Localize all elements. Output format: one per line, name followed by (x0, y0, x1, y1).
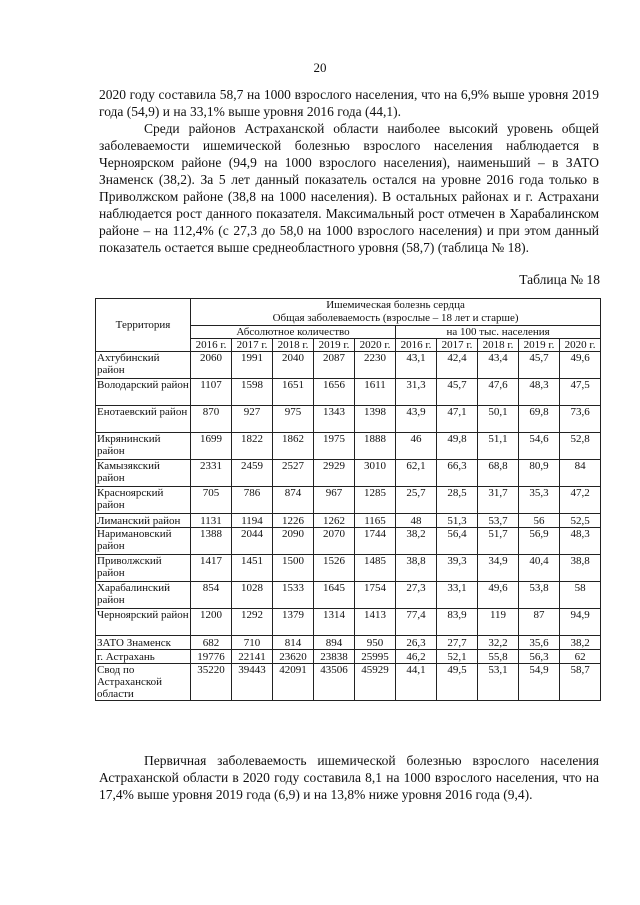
value-cell: 2459 (232, 460, 273, 487)
value-cell: 84 (560, 460, 601, 487)
value-cell: 1822 (232, 433, 273, 460)
value-cell: 31,7 (478, 487, 519, 514)
value-cell: 38,2 (396, 528, 437, 555)
value-cell: 22141 (232, 650, 273, 664)
table-row (96, 433, 601, 460)
value-cell: 1107 (191, 379, 232, 406)
value-cell: 28,5 (437, 487, 478, 514)
value-cell: 1485 (355, 555, 396, 582)
table-row (96, 528, 601, 555)
value-cell: 950 (355, 636, 396, 650)
value-cell: 31,3 (396, 379, 437, 406)
value-cell: 1200 (191, 609, 232, 636)
value-cell: 83,9 (437, 609, 478, 636)
value-cell: 38,2 (560, 636, 601, 650)
territory-header: Территория (96, 299, 191, 352)
value-cell: 1656 (314, 379, 355, 406)
value-cell: 894 (314, 636, 355, 650)
value-cell: 53,1 (478, 664, 519, 701)
value-cell: 854 (191, 582, 232, 609)
value-cell: 94,9 (560, 609, 601, 636)
paragraph-3: Первичная заболеваемость ишемической болезнью взрослого населения Астраханской области в 2020 году составила 8,1 на 1000 взрослого населения, что на 17,4% выше уровня 2019 года (6,9) и на 13,8% ниже уровня 2016 года (9,4). (99, 753, 599, 802)
table-row (96, 514, 601, 528)
value-cell: 56,4 (437, 528, 478, 555)
table-row (96, 487, 601, 514)
page-number: 20 (313, 60, 327, 75)
value-cell: 51,1 (478, 433, 519, 460)
value-cell: 1413 (355, 609, 396, 636)
value-cell: 1645 (314, 582, 355, 609)
value-cell: 874 (273, 487, 314, 514)
table-row (96, 636, 601, 650)
year-header-cell: 2017 г. (232, 339, 273, 352)
value-cell: 66,3 (437, 460, 478, 487)
value-cell: 35,6 (519, 636, 560, 650)
value-cell: 47,1 (437, 406, 478, 433)
value-cell: 25995 (355, 650, 396, 664)
table-title-header (191, 299, 601, 326)
value-cell: 77,4 (396, 609, 437, 636)
value-cell: 40,4 (519, 555, 560, 582)
table-body (96, 352, 601, 701)
value-cell: 52,5 (560, 514, 601, 528)
value-cell: 2331 (191, 460, 232, 487)
value-cell: 1975 (314, 433, 355, 460)
value-cell: 1194 (232, 514, 273, 528)
territory-cell: Ахтубинский район (96, 352, 191, 379)
value-cell: 46,2 (396, 650, 437, 664)
value-cell: 1343 (314, 406, 355, 433)
value-cell: 1500 (273, 555, 314, 582)
table-row (96, 555, 601, 582)
table-row (96, 379, 601, 406)
value-cell: 35220 (191, 664, 232, 701)
value-cell: 49,6 (560, 352, 601, 379)
territory-cell: Енотаевский район (96, 406, 191, 433)
value-cell: 1533 (273, 582, 314, 609)
value-cell: 58,7 (560, 664, 601, 701)
value-cell: 33,1 (437, 582, 478, 609)
territory-cell: Лиманский район (96, 514, 191, 528)
table-row (96, 460, 601, 487)
value-cell: 870 (191, 406, 232, 433)
value-cell: 23620 (273, 650, 314, 664)
value-cell: 26,3 (396, 636, 437, 650)
value-cell: 45,7 (437, 379, 478, 406)
value-cell: 1526 (314, 555, 355, 582)
value-cell: 50,1 (478, 406, 519, 433)
year-header-cell: 2016 г. (191, 339, 232, 352)
value-cell: 73,6 (560, 406, 601, 433)
table-row (96, 582, 601, 609)
value-cell: 39443 (232, 664, 273, 701)
value-cell: 1754 (355, 582, 396, 609)
value-cell: 87 (519, 609, 560, 636)
territory-cell: ЗАТО Знаменск (96, 636, 191, 650)
value-cell: 44,1 (396, 664, 437, 701)
value-cell: 53,7 (478, 514, 519, 528)
value-cell: 27,3 (396, 582, 437, 609)
territory-cell: Харабалинский район (96, 582, 191, 609)
value-cell: 49,8 (437, 433, 478, 460)
value-cell: 1611 (355, 379, 396, 406)
value-cell: 47,5 (560, 379, 601, 406)
value-cell: 46 (396, 433, 437, 460)
territory-cell: Приволжский район (96, 555, 191, 582)
value-cell: 38,8 (560, 555, 601, 582)
value-cell: 2929 (314, 460, 355, 487)
value-cell: 1314 (314, 609, 355, 636)
table-title-line-2: Общая заболеваемость (взрослые – 18 лет и старше) (272, 312, 519, 324)
value-cell: 56,3 (519, 650, 560, 664)
value-cell: 1699 (191, 433, 232, 460)
table-row (96, 664, 601, 701)
value-cell: 1991 (232, 352, 273, 379)
value-cell: 975 (273, 406, 314, 433)
value-cell: 2044 (232, 528, 273, 555)
territory-cell: Красноярский район (96, 487, 191, 514)
value-cell: 1451 (232, 555, 273, 582)
value-cell: 43506 (314, 664, 355, 701)
value-cell: 23838 (314, 650, 355, 664)
value-cell: 967 (314, 487, 355, 514)
value-cell: 2087 (314, 352, 355, 379)
value-cell: 2230 (355, 352, 396, 379)
value-cell: 1379 (273, 609, 314, 636)
territory-cell: г. Астрахань (96, 650, 191, 664)
table-title-line-1: Ишемическая болезнь сердца (326, 299, 465, 311)
value-cell: 49,6 (478, 582, 519, 609)
year-header-cell: 2019 г. (314, 339, 355, 352)
value-cell: 27,7 (437, 636, 478, 650)
value-cell: 1388 (191, 528, 232, 555)
table-row (96, 650, 601, 664)
value-cell: 2527 (273, 460, 314, 487)
value-cell: 2090 (273, 528, 314, 555)
year-header-cell: 2020 г. (355, 339, 396, 352)
year-header-cell: 2016 г. (396, 339, 437, 352)
value-cell: 1888 (355, 433, 396, 460)
territory-cell: Володарский район (96, 379, 191, 406)
value-cell: 47,2 (560, 487, 601, 514)
value-cell: 68,8 (478, 460, 519, 487)
value-cell: 47,6 (478, 379, 519, 406)
table-caption: Таблица № 18 (519, 272, 600, 287)
value-cell: 51,3 (437, 514, 478, 528)
value-cell: 51,7 (478, 528, 519, 555)
paragraph-2: Среди районов Астраханской области наиболее высокий уровень общей заболеваемости ишемической болезнью взрослого населения наблюдается в Черноярском районе (94,9 на 1000 взрослого населения), наименьший – в ЗАТО Знаменск (38,2). За 5 лет данный показатель остался на уровне 2016 года только в Приволжском районе (38,8 на 1000 населения). В остальных районах и г. Астрахани наблюдается рост данного показателя. Максимальный рост отмечен в Харабалинском районе – на 112,4% (с 27,3 до 58,0 на 1000 взрослого населения) и при этом данный показатель остается выше среднеобластного уровня (58,7) (таблица № 18). (99, 121, 599, 255)
value-cell: 48,3 (519, 379, 560, 406)
year-header-cell: 2017 г. (437, 339, 478, 352)
value-cell: 42,4 (437, 352, 478, 379)
paragraph-1: 2020 году составила 58,7 на 1000 взрослого населения, что на 6,9% выше уровня 2019 года (54,9) и на 33,1% выше уровня 2016 года (44,1). (99, 87, 599, 119)
value-cell: 48,3 (560, 528, 601, 555)
value-cell: 56,9 (519, 528, 560, 555)
table-row (96, 406, 601, 433)
value-cell: 2070 (314, 528, 355, 555)
territory-cell: Икрянинский район (96, 433, 191, 460)
value-cell: 927 (232, 406, 273, 433)
value-cell: 1744 (355, 528, 396, 555)
group-header-absolute: Абсолютное количество (191, 326, 396, 339)
value-cell: 52,8 (560, 433, 601, 460)
morbidity-table (95, 298, 601, 701)
value-cell: 1651 (273, 379, 314, 406)
value-cell: 38,8 (396, 555, 437, 582)
table-row (96, 609, 601, 636)
value-cell: 32,2 (478, 636, 519, 650)
value-cell: 54,6 (519, 433, 560, 460)
value-cell: 43,4 (478, 352, 519, 379)
value-cell: 19776 (191, 650, 232, 664)
territory-cell: Свод по Астраханской области (96, 664, 191, 701)
value-cell: 1417 (191, 555, 232, 582)
value-cell: 52,1 (437, 650, 478, 664)
group-header-per100k: на 100 тыс. населения (396, 326, 601, 339)
value-cell: 43,1 (396, 352, 437, 379)
year-header-cell: 2020 г. (560, 339, 601, 352)
value-cell: 814 (273, 636, 314, 650)
value-cell: 42091 (273, 664, 314, 701)
value-cell: 682 (191, 636, 232, 650)
year-header-cell: 2019 г. (519, 339, 560, 352)
value-cell: 3010 (355, 460, 396, 487)
value-cell: 43,9 (396, 406, 437, 433)
value-cell: 2040 (273, 352, 314, 379)
year-header-cell: 2018 г. (478, 339, 519, 352)
value-cell: 54,9 (519, 664, 560, 701)
value-cell: 1131 (191, 514, 232, 528)
value-cell: 58 (560, 582, 601, 609)
value-cell: 35,3 (519, 487, 560, 514)
value-cell: 62,1 (396, 460, 437, 487)
value-cell: 1028 (232, 582, 273, 609)
value-cell: 48 (396, 514, 437, 528)
value-cell: 1292 (232, 609, 273, 636)
value-cell: 45,7 (519, 352, 560, 379)
value-cell: 1598 (232, 379, 273, 406)
value-cell: 1165 (355, 514, 396, 528)
territory-cell: Наримановский район (96, 528, 191, 555)
value-cell: 1285 (355, 487, 396, 514)
value-cell: 1862 (273, 433, 314, 460)
value-cell: 1226 (273, 514, 314, 528)
year-header-cell: 2018 г. (273, 339, 314, 352)
value-cell: 705 (191, 487, 232, 514)
value-cell: 710 (232, 636, 273, 650)
value-cell: 69,8 (519, 406, 560, 433)
value-cell: 2060 (191, 352, 232, 379)
value-cell: 55,8 (478, 650, 519, 664)
value-cell: 39,3 (437, 555, 478, 582)
value-cell: 1398 (355, 406, 396, 433)
value-cell: 119 (478, 609, 519, 636)
value-cell: 62 (560, 650, 601, 664)
value-cell: 786 (232, 487, 273, 514)
territory-cell: Черноярский район (96, 609, 191, 636)
territory-cell: Камызякский район (96, 460, 191, 487)
value-cell: 53,8 (519, 582, 560, 609)
value-cell: 34,9 (478, 555, 519, 582)
value-cell: 80,9 (519, 460, 560, 487)
value-cell: 1262 (314, 514, 355, 528)
value-cell: 25,7 (396, 487, 437, 514)
value-cell: 49,5 (437, 664, 478, 701)
value-cell: 56 (519, 514, 560, 528)
table-row (96, 352, 601, 379)
value-cell: 45929 (355, 664, 396, 701)
